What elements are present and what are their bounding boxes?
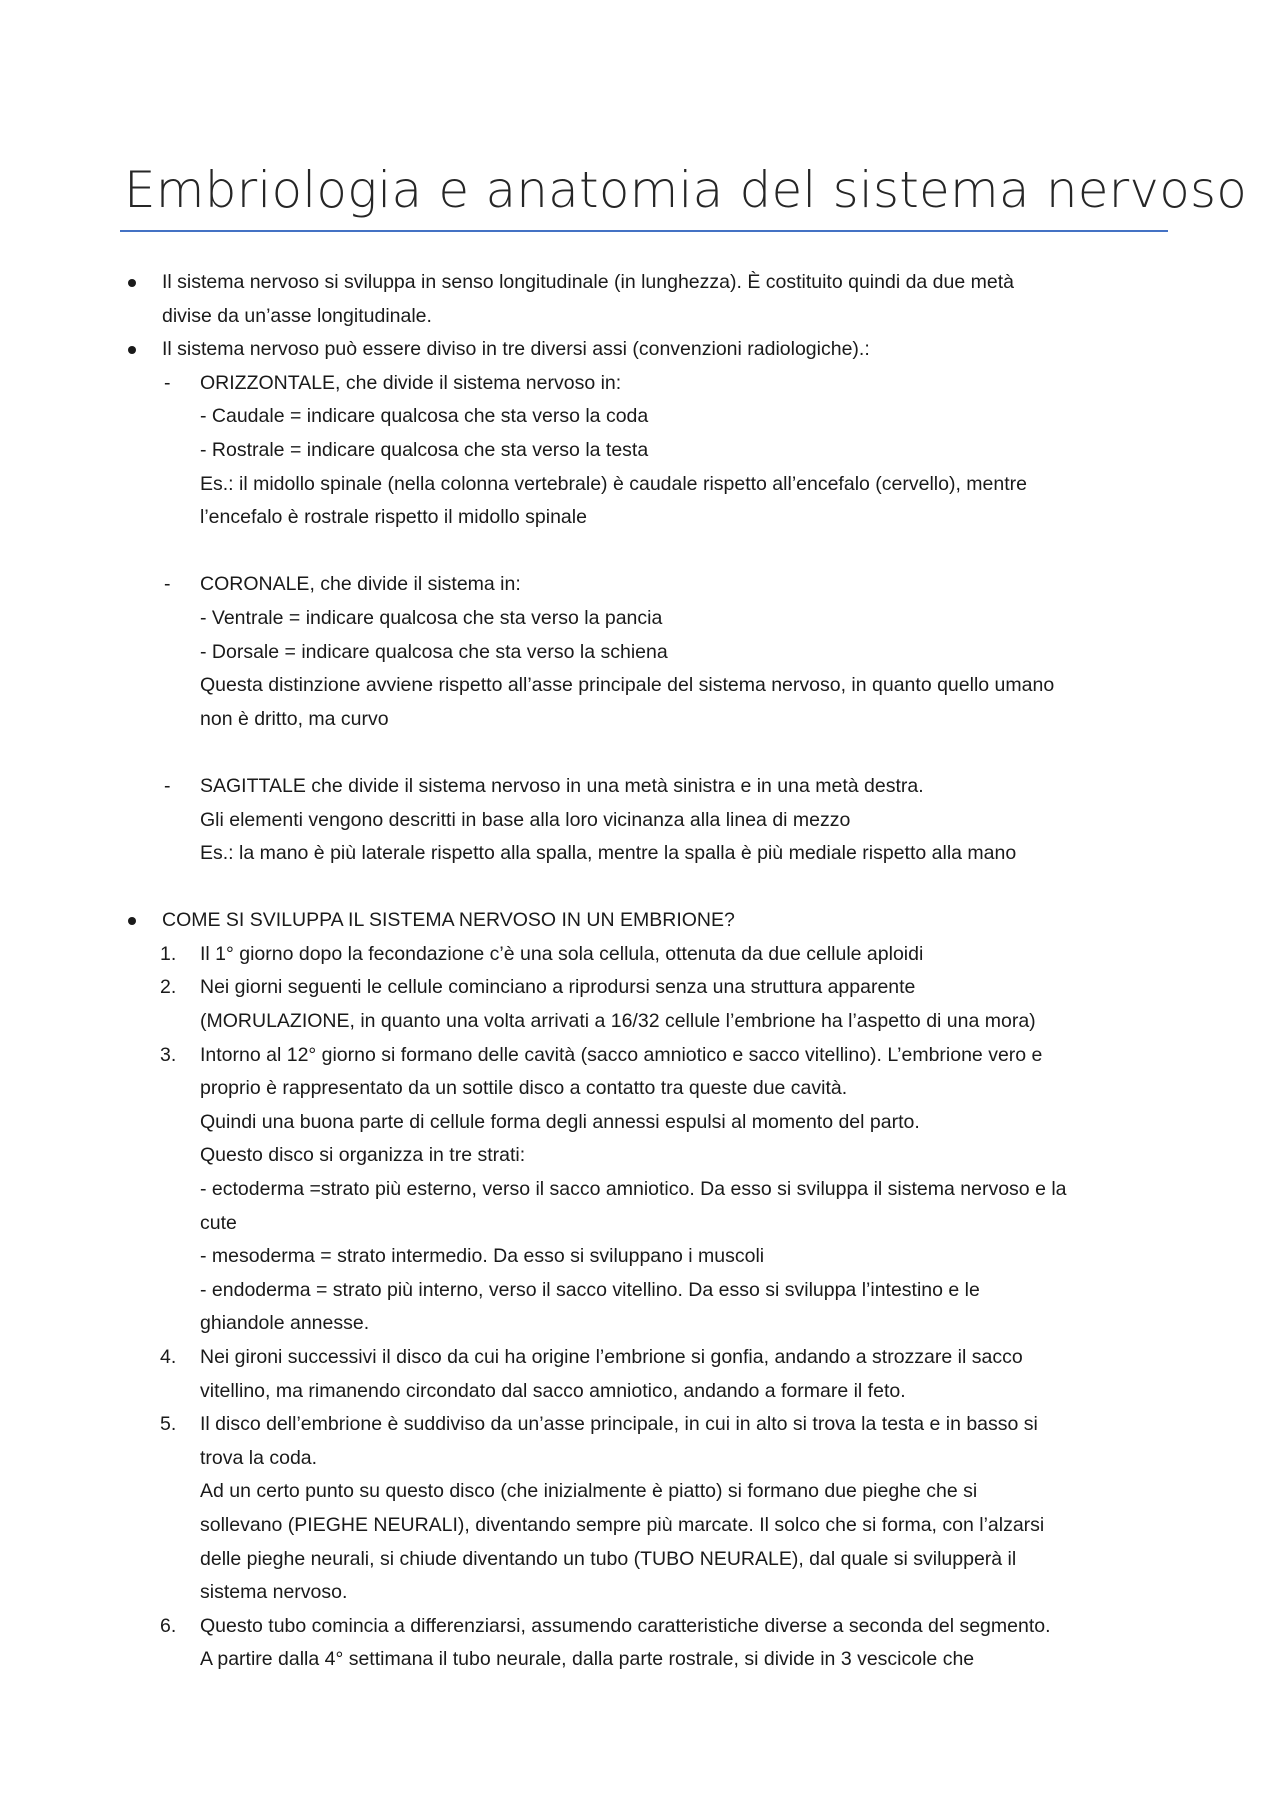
numbered-step: 3. Intorno al 12° giorno si formano delle cavità (sacco amniotico e sacco vitellino). L’embrione vero e proprio è rappresentato da un sottile disco a contatto tra queste due cavità. Quindi una buona parte di cellule forma degli annessi espulsi al momento del parto. Questo disco si organizza in tre strati: - ectoderma =strato più esterno, verso il sacco amniotico. Da esso si sviluppa il sistema nervoso e la cute - mesoderma = strato intermedio. Da esso si sviluppano i muscoli - endoderma = strato più interno, verso il sacco vitellino. Da esso si sviluppa l’intestino e le ghiandole annesse. [124,1039,1174,1341]
step-number: 3. [160,1043,177,1066]
numbered-step: 2. Nei giorni seguenti le cellule cominciano a riprodursi senza una struttura apparente (MORULAZIONE, in quanto una volta arrivati a 16/32 cellule l’embrione ha l’aspetto di una mora) [124,971,1174,1038]
step-number: 4. [160,1346,177,1368]
page-title: Embriologia e anatomia del sistema nervoso [124,161,1248,219]
bullet-item: Il sistema nervoso si sviluppa in senso longitudinale (in lunghezza). È costituito quindi da due metà divise da un’asse longitudinale. [124,266,1174,333]
axis-item-sagittale: - SAGITTALE che divide il sistema nervoso in una metà sinistra e in una metà destra. Gli elementi vengono descritti in base alla loro vicinanza alla linea di mezzo Es.: la mano è più laterale rispetto alla spalla, mentre la spalla è più mediale rispetto alla mano [124,770,1174,871]
step-number: 6. [160,1614,177,1637]
step-number: 1. [160,942,177,965]
document-body [124,266,1174,1677]
dash-marker: - [164,371,171,394]
axis-item-orizzontale: - ORIZZONTALE, che divide il sistema nervoso in: - Caudale = indicare qualcosa che sta verso la coda - Rostrale = indicare qualcosa che sta verso la testa Es.: il midollo spinale (nella colonna vertebrale) è caudale rispetto all’encefalo (cervello), mentre l’encefalo è rostrale rispetto il midollo spinale [124,367,1174,535]
bullet-icon [128,279,136,287]
section-heading: COME SI SVILUPPA IL SISTEMA NERVOSO IN UN EMBRIONE? [162,909,735,932]
bullet-item: Il sistema nervoso può essere diviso in tre diversi assi (convenzioni radiologiche).: [124,333,1174,367]
bullet-item [124,904,1174,938]
dash-marker: - [164,774,171,797]
axis-item-coronale: - CORONALE, che divide il sistema in: - Ventrale = indicare qualcosa che sta verso la pancia - Dorsale = indicare qualcosa che sta verso la schiena Questa distinzione avviene rispetto all’asse principale del sistema nervoso, in quanto quello umano non è dritto, ma curvo [124,568,1174,736]
numbered-step: 6. Questo tubo comincia a differenziarsi, assumendo caratteristiche diverse a seconda del segmento. A partire dalla 4° settimana il tubo neurale, dalla parte rostrale, si divide in 3 vescicole che [124,1610,1174,1677]
bullet-icon [128,346,136,354]
step-number: 2. [160,976,177,999]
numbered-step: 4. Nei gironi successivi il disco da cui ha origine l’embrione si gonfia, andando a strozzare il sacco vitellino, ma rimanendo circondato dal sacco amniotico, andando a formare il feto. [124,1341,1174,1408]
numbered-step: 5. Il disco dell’embrione è suddiviso da un’asse principale, in cui in alto si trova la testa e in basso si trova la coda. Ad un certo punto su questo disco (che inizialmente è piatto) si formano due pieghe che si sollevano (PIEGHE NEURALI), diventando sempre più marcate. Il solco che si forma, con l’alzarsi delle pieghe neurali, si chiude diventando un tubo (TUBO NEURALE), dal quale si svilupperà il sistema nervoso. [124,1408,1174,1610]
spacer [124,736,1174,770]
spacer [124,871,1174,905]
step-number: 5. [160,1413,177,1436]
spacer [124,535,1174,569]
dash-marker: - [164,573,171,596]
numbered-step: 1. Il 1° giorno dopo la fecondazione c’è una sola cellula, ottenuta da due cellule aploidi [124,938,1174,972]
title-underline [120,230,1168,232]
bullet-icon [128,917,136,925]
